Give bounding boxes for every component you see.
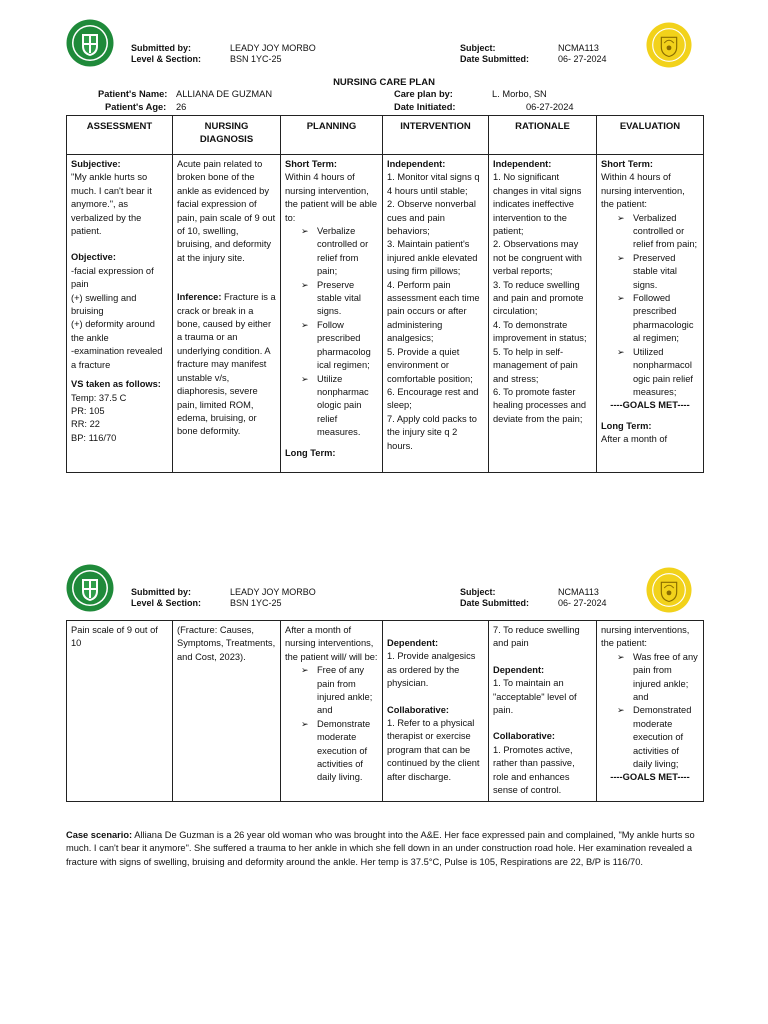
short-term-label: Short Term: — [285, 159, 337, 169]
intervention-item: 6. Encourage rest and sleep; — [387, 386, 479, 411]
subjective-label: Subjective: — [71, 159, 121, 169]
list-item: ➢ Followed prescribed pharmacologic al regimen; — [617, 293, 694, 344]
objective-line: -facial expression of pain — [71, 265, 154, 290]
college-logo-right — [646, 567, 692, 613]
arrow-bullet-icon: ➢ — [301, 373, 309, 384]
inference-text: Fracture is a crack or break in a bone, caused by either a trauma or an underlying condition. A fracture may manifest unstable v/s, diaphoresis, severe pain, limited ROM, edema, bruising, or bone deformity. — [177, 292, 276, 437]
arrow-bullet-icon: ➢ — [301, 718, 309, 729]
independent-label: Independent: — [387, 159, 446, 169]
date-initiated-label: Date Initiated: — [394, 102, 456, 112]
list-item: ➢ Preserved stable vital signs. — [617, 252, 677, 290]
list-item: ➢ Preserve stable vital signs. — [301, 279, 361, 317]
long-term-text: nursing interventions, the patient: — [601, 625, 690, 649]
arrow-bullet-icon: ➢ — [617, 346, 625, 357]
list-item: ➢ Verbalize controlled or relief from pain; — [301, 226, 369, 277]
submitted-by-value: LEADY JOY MORBO — [230, 43, 316, 53]
pain-scale-text: Pain scale of 9 out of 10 — [71, 625, 158, 649]
subjective-text: "My ankle hurts so much. I can't bear it anymore.", as verbalized by the patient. — [71, 172, 152, 237]
col-header-diagnosis: NURSING DIAGNOSIS — [173, 116, 281, 155]
goals-met-label: ----GOALS MET---- — [610, 772, 690, 783]
diagnosis-text: Acute pain related to broken bone of the ankle as evidenced by — [177, 159, 269, 196]
arrow-bullet-icon: ➢ — [301, 279, 309, 290]
list-item: ➢ Utilize nonpharmac ologic pain relief measures. — [301, 373, 369, 438]
evaluation-list — [601, 651, 699, 772]
case-scenario-text: Alliana De Guzman is a 26 year old woman who was brought into the A&E. Her face expressed pain and complained, "My ankle hurts so much. I can't bear it anymore". She suffered a trauma to her ankle in which she fell down in an under construction road hole. Her examination revealed a fracture with signs of swelling, bruising and deformity around the ankle. Her temp is 37.5°C, Pulse is 105, Respirations are 22, B/P is 116/70. — [66, 830, 695, 867]
short-term-text: Within 4 hours of nursing intervention, the patient will be able to: — [285, 172, 377, 223]
arrow-bullet-icon: ➢ — [617, 651, 625, 662]
list-item: ➢ Verbalized controlled or relief from pain; — [617, 212, 698, 250]
arrow-bullet-icon: ➢ — [301, 226, 309, 237]
college-logo-right — [646, 22, 692, 68]
rationale-item: 5. To help in self-management of pain and stress; — [493, 346, 578, 384]
level-label: Level & Section: — [131, 598, 202, 608]
intervention-item: 5. Provide a quiet environment or comfortable position; — [387, 346, 473, 384]
rationale-item: 6. To promote faster healing processes and deviate from the pain; — [493, 386, 587, 424]
long-term-text: After a month of — [601, 434, 668, 445]
vs-line: PR: 105 — [71, 405, 105, 416]
intervention-item: 1. Monitor vital signs q 4 hours until stable; — [387, 172, 480, 196]
rationale-item: 4. To demonstrate improvement in status; — [493, 319, 587, 344]
care-plan-by-value: L. Morbo, SN — [492, 89, 547, 99]
vs-line: RR: 22 — [71, 419, 100, 430]
long-term-text: After a month of nursing interventions, the patient will/ will be: — [285, 625, 378, 662]
care-plan-table-page2 — [66, 620, 704, 802]
patient-age-label: Patient's Age: — [105, 102, 167, 112]
care-plan-table-page1 — [66, 115, 704, 473]
planning-cell — [281, 155, 383, 473]
patient-age-value: 26 — [176, 102, 187, 112]
vs-label: VS taken as follows: — [71, 379, 161, 390]
dependent-label: Dependent: — [387, 638, 439, 648]
list-item: ➢ Follow prescribed pharmacolog ical regimen; — [301, 319, 371, 371]
inference-label: Inference: — [177, 292, 222, 303]
dependent-text: 1. Provide analgesics as ordered by the physician. — [387, 651, 476, 689]
vs-line: Temp: 37.5 C — [71, 392, 127, 403]
objective-line: (+) swelling and bruising — [71, 292, 137, 317]
objective-line: (+) deformity around the ankle — [71, 319, 155, 343]
collaborative-text: 1. Promotes active, rather than passive, role and enhances sense of control. — [493, 744, 575, 796]
page-title: NURSING CARE PLAN — [333, 77, 435, 88]
list-item: ➢ Was free of any pain from injured ankle; and — [617, 651, 698, 703]
short-term-text: Within 4 hours of nursing intervention, the patient: — [601, 172, 685, 210]
col-header-planning: PLANNING — [281, 116, 383, 155]
subject-value: NCMA113 — [558, 43, 599, 53]
arrow-bullet-icon: ➢ — [617, 212, 625, 223]
subject-value: NCMA113 — [558, 587, 599, 597]
col-header-intervention: INTERVENTION — [383, 116, 489, 155]
subject-label: Subject: — [460, 587, 496, 597]
planning-goals-list — [285, 664, 378, 785]
assessment-cell — [67, 621, 173, 802]
col-header-evaluation: EVALUATION — [597, 116, 704, 155]
list-item: ➢ Demonstrated moderate execution of activities of daily living; — [617, 705, 692, 770]
arrow-bullet-icon: ➢ — [617, 705, 625, 716]
list-item: ➢ Utilized nonpharmacol ogic pain relief measures; — [617, 346, 693, 397]
arrow-bullet-icon: ➢ — [301, 319, 309, 330]
collaborative-text: 1. Refer to a physical therapist or exercise program that can be continued by the client after discharge. — [387, 718, 480, 782]
long-term-label: Long Term: — [601, 420, 652, 431]
patient-name-label: Patient's Name: — [98, 89, 168, 99]
diagnosis-cell — [173, 621, 281, 802]
date-submitted-value: 06- 27-2024 — [558, 54, 607, 64]
care-plan-by-label: Care plan by: — [394, 89, 453, 99]
objective-line: -examination revealed a fracture — [71, 346, 163, 370]
level-label: Level & Section: — [131, 54, 202, 64]
submitted-by-label: Submitted by: — [131, 587, 191, 597]
dependent-label: Dependent: — [493, 664, 545, 675]
rationale-item: 7. To reduce swelling and pain — [493, 625, 580, 649]
level-value: BSN 1YC-25 — [230, 54, 282, 64]
arrow-bullet-icon: ➢ — [617, 252, 625, 263]
rationale-cell — [489, 155, 597, 473]
subject-label: Subject: — [460, 43, 496, 53]
goals-met-label: ----GOALS MET---- — [610, 400, 690, 411]
list-item: ➢ Free of any pain from injured ankle; and — [301, 665, 373, 716]
list-item: ➢ Demonstrate moderate execution of activities of daily living. — [301, 718, 371, 783]
rationale-item: 3. To reduce swelling and pain and promote circulation; — [493, 279, 584, 317]
long-term-label: Long Term: — [285, 447, 336, 458]
level-value: BSN 1YC-25 — [230, 598, 282, 608]
rationale-cell — [489, 621, 597, 802]
evaluation-list — [601, 212, 699, 400]
intervention-item: 7. Apply cold packs to the injury site q 2 hours. — [387, 413, 477, 451]
case-scenario-label: Case scenario: — [66, 830, 133, 840]
diagnosis-text: facial expression of pain, pain scale of 9 out of 10, swelling, bruising, and deformity at the injury site. — [177, 199, 276, 263]
date-submitted-value: 06- 27-2024 — [558, 598, 607, 608]
date-submitted-label: Date Submitted: — [460, 54, 530, 64]
collaborative-label: Collaborative: — [493, 731, 555, 742]
intervention-cell — [383, 155, 489, 473]
dependent-text: 1. To maintain an "acceptable" level of pain. — [493, 678, 577, 716]
rationale-item: 1. No significant changes in vital signs indicates ineffective intervention to the patient; — [493, 172, 582, 237]
intervention-cell — [383, 621, 489, 802]
school-logo-left — [66, 564, 114, 612]
school-logo-left — [66, 19, 114, 67]
planning-goals-list — [285, 225, 378, 440]
vs-line: BP: 116/70 — [71, 432, 117, 443]
collaborative-label: Collaborative: — [387, 704, 449, 715]
intervention-item: 4. Perform pain assessment each time pain occurs or after administering analgesics; — [387, 279, 480, 344]
assessment-cell — [67, 155, 173, 473]
col-header-rationale: RATIONALE — [489, 116, 597, 155]
submitted-by-value: LEADY JOY MORBO — [230, 587, 316, 597]
short-term-label: Short Term: — [601, 159, 653, 169]
objective-label: Objective: — [71, 252, 116, 263]
date-submitted-label: Date Submitted: — [460, 598, 530, 608]
case-scenario — [66, 829, 706, 869]
planning-cell — [281, 621, 383, 802]
diagnosis-citation: (Fracture: Causes, Symptoms, Treatments, and Cost, 2023). — [177, 625, 276, 662]
intervention-item: 3. Maintain patient's injured ankle elevated using firm pillows; — [387, 239, 478, 277]
evaluation-cell — [597, 155, 704, 473]
arrow-bullet-icon: ➢ — [617, 293, 625, 304]
date-initiated-value: 06-27-2024 — [526, 102, 574, 112]
rationale-item: 2. Observations may not be congruent with verbal reports; — [493, 239, 582, 277]
intervention-item: 2. Observe nonverbal cues and pain behaviors; — [387, 199, 476, 237]
col-header-assessment: ASSESSMENT — [67, 116, 173, 155]
arrow-bullet-icon: ➢ — [301, 665, 309, 676]
submitted-by-label: Submitted by: — [131, 43, 191, 53]
independent-label: Independent: — [493, 159, 552, 169]
patient-name-value: ALLIANA DE GUZMAN — [176, 89, 273, 99]
diagnosis-cell — [173, 155, 281, 473]
evaluation-cell — [597, 621, 704, 802]
